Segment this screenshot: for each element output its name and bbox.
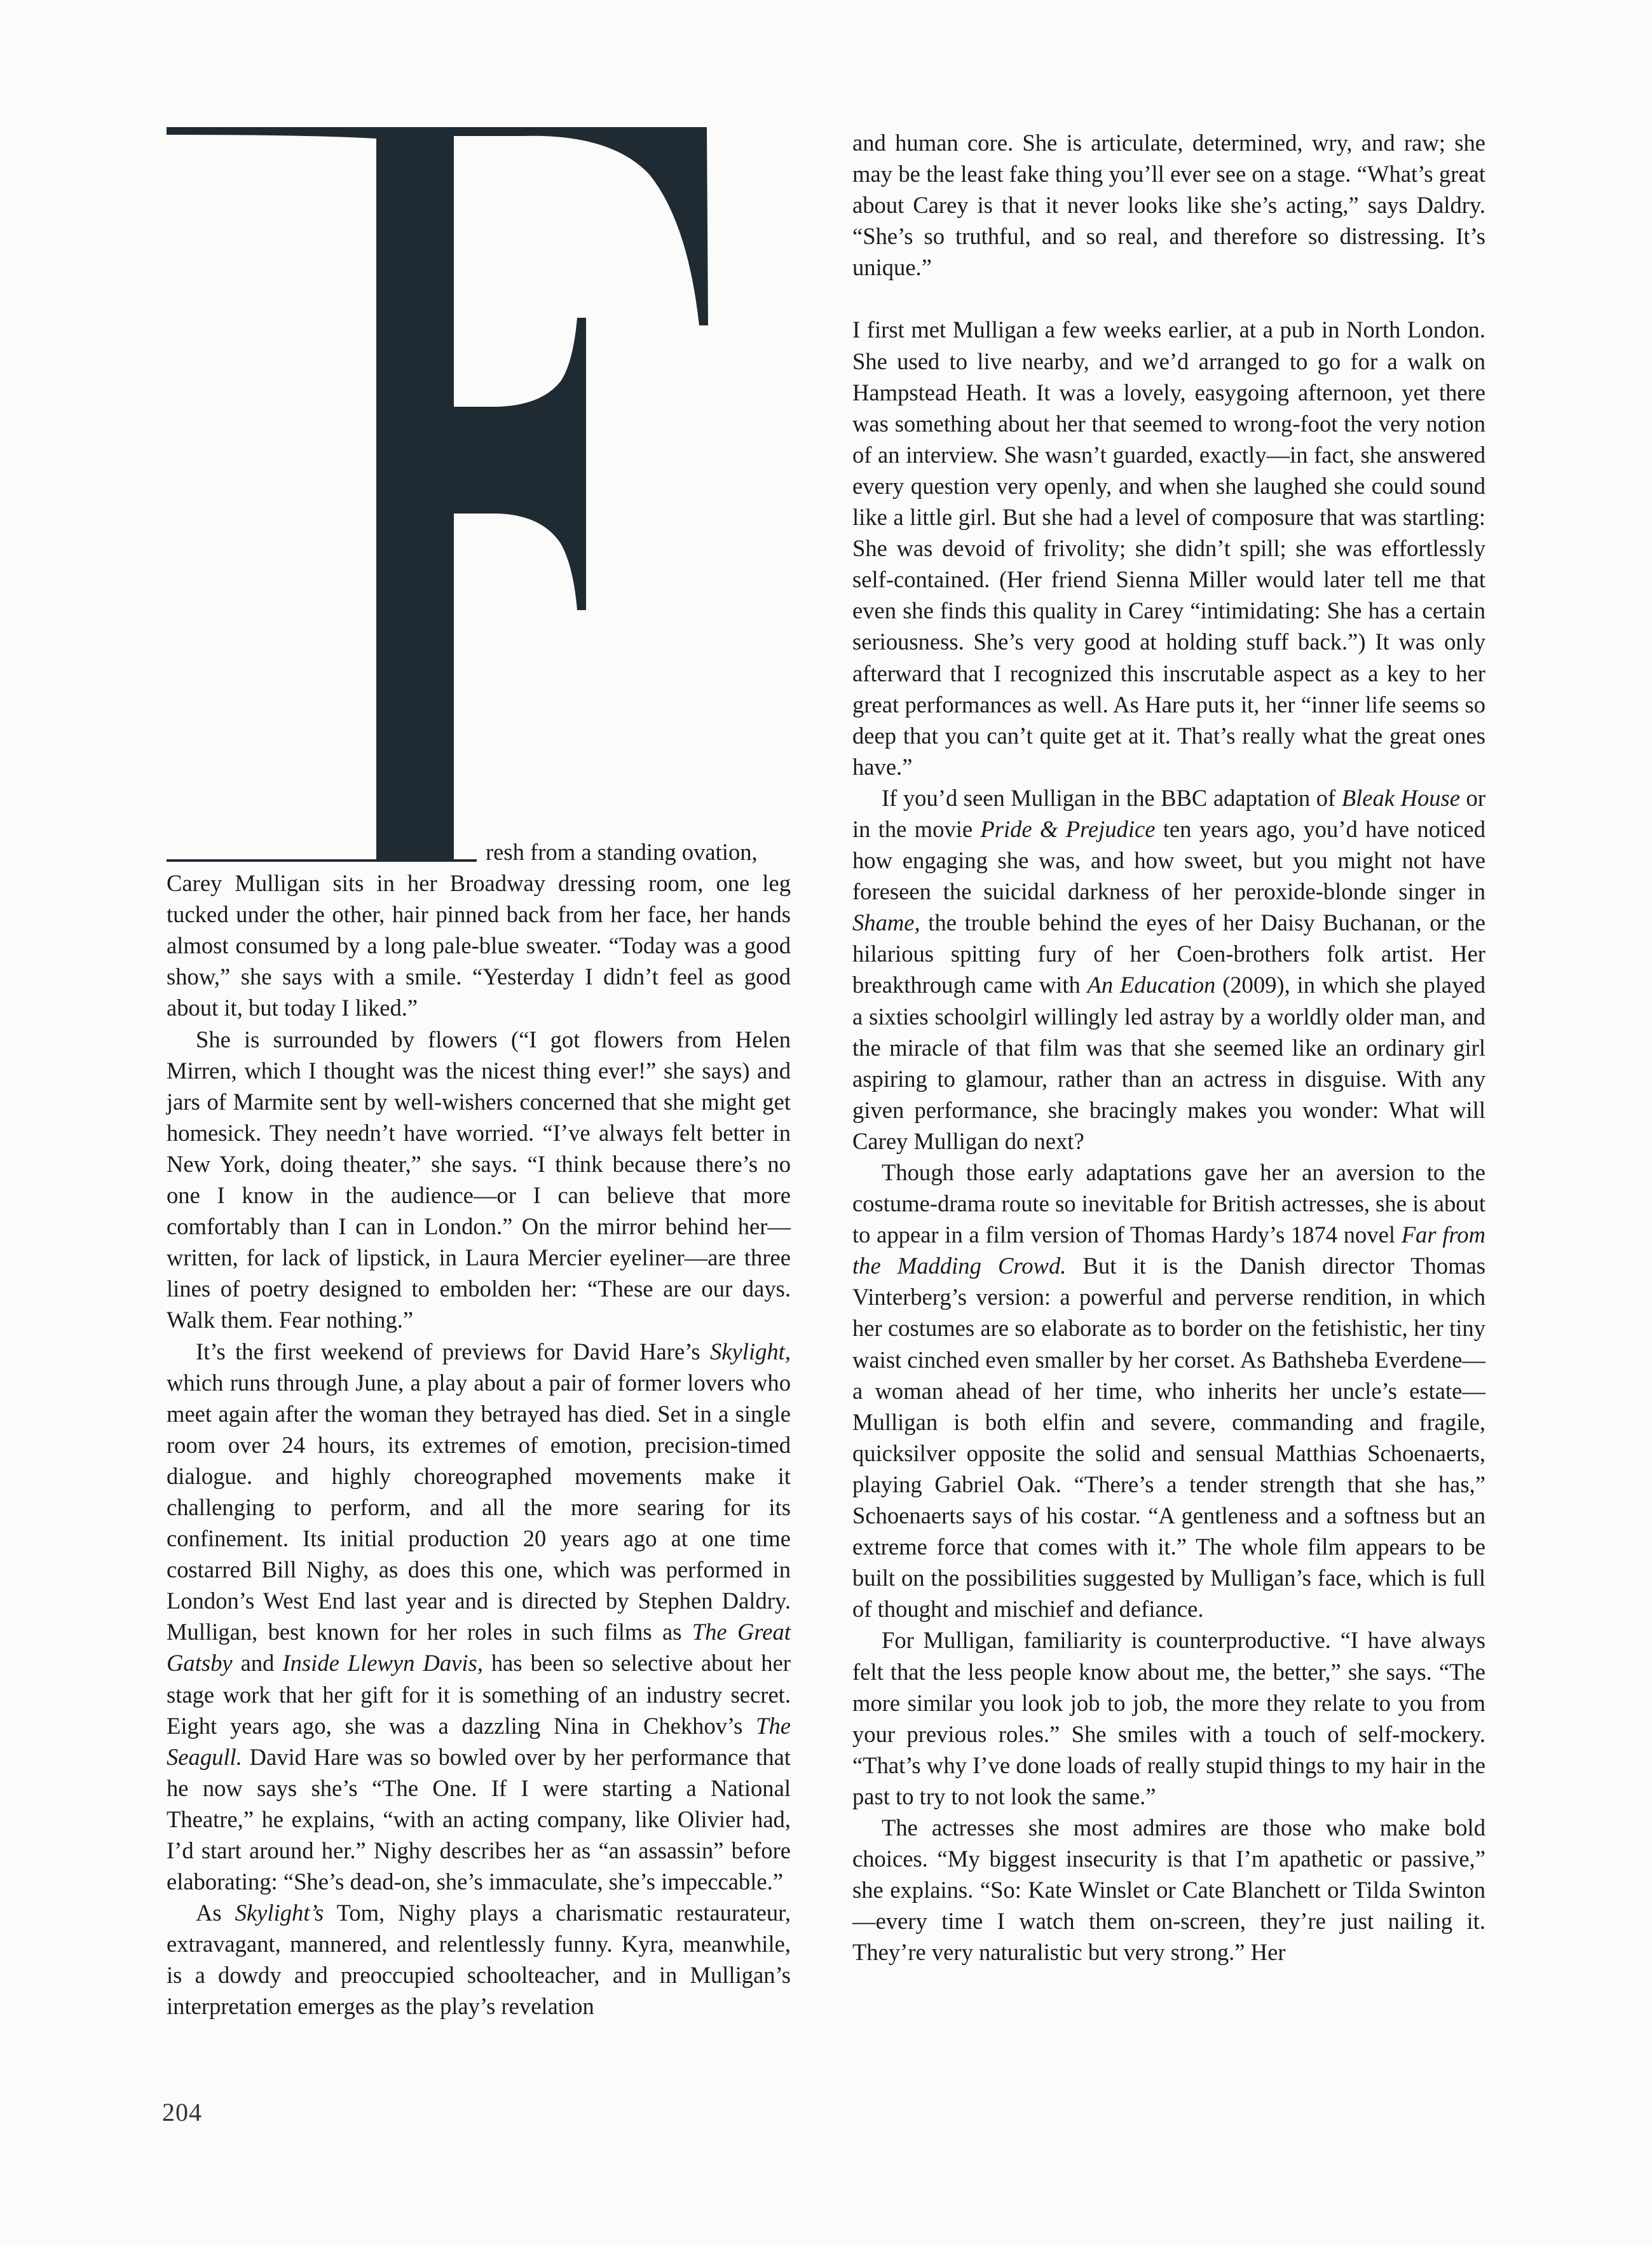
first-line: resh from a standing ovation, [486,839,758,865]
paragraph: If you’d seen Mulligan in the BBC adaptation of Bleak House or in the movie Pride & Prejudice ten years ago, you’d have noticed how engaging she was, and how sweet, but you might not have foreseen the suicidal darkness of her peroxide-blonde singer in Shame, the trouble behind the eyes of her Daisy Buchanan, or the hilarious spitting fury of her Coen-brothers folk artist. Her breakthrough came with An Education (2009), in which she played a sixties schoolgirl willingly led astray by a worldly older man, and the miracle of that film was that she seemed like an ordinary girl aspiring to glamour, rather than an actress in disguise. With any given performance, she bracingly makes you wonder: What will Carey Mulligan do next? [852,784,1485,1154]
paragraph: Though those early adaptations gave her an aversion to the costume-drama route so inevitable for British actresses, she is about to appear in a film version of Thomas Hardy’s 1874 novel Far from the Madding Crowd. But it is the Danish director Thomas Vinterberg’s version: a powerful and perverse rendition, in which her costumes are so elaborate as to border on the fetishistic, her tiny waist cinched even smaller by her corset. As Bathsheba Everdene—a woman ahead of her time, who inherits her uncle’s estate—Mulligan is both elfin and severe, commanding and fragile, quicksilver opposite the solid and sensual Matthias Schoenaerts, playing Gabriel Oak. “There’s a tender strength that she has,” Schoenaerts says of his costar. “A gentleness and a softness but an extreme force that comes with it.” The whole film appears to be built on the possibilities suggested by Mulligan’s face, which is full of thought and mischief and defiance. [852,1159,1485,1623]
paragraph: I first met Mulligan a few weeks earlier, at a pub in North London. She used to live nearby, and we’d arranged to go for a walk on Hampstead Heath. It was a lovely, easygoing afternoon, yet there was something about her that seemed to wrong-foot the very notion of an interview. She wasn’t guarded, exactly—in fact, she answered every question very openly, and when she laughed she could sound like a little girl. But she had a level of composure that was startling: She was devoid of frivolity; she didn’t spill; she was effortlessly self-contained. (Her friend Sienna Miller would later tell me that even she finds this quality in Carey “intimidating: She has a certain seriousness. She’s very good at holding stuff back.”) It was only afterward that I recognized this inscrutable aspect as a key to her great performances as well. As Hare puts it, her “inner life seems so deep that you can’t quite get at it. That’s really what the great ones have.” [852,316,1485,780]
right-column [852,127,1485,1968]
paragraph: It’s the first weekend of previews for David Hare’s Skylight, which runs through June, a play about a pair of former lovers who meet again after the woman they betrayed has died. Set in a single room over 24 hours, its extremes of emotion, precision-timed dialogue. and highly choreographed movements make it challenging to perform, and all the more searing for its confinement. Its initial production 20 years ago at one time costarred Bill Nighy, as does this one, which was performed in London’s West End last year and is directed by Stephen Daldry. Mulligan, best known for her roles in such films as The Great Gatsby and Inside Llewyn Davis, has been so selective about her stage work that her gift for it is something of an industry secret. Eight years ago, she was a dazzling Nina in Chekhov’s The Seagull. David Hare was so bowled over by her performance that he now says she’s “The One. If I were starting a National Theatre,” he explains, “with an acting company, like Olivier had, I’d start around her.” Nighy describes her as “an assassin” before elaborating: “She’s dead-on, she’s immaculate, she’s impeccable.” [167,1338,791,1895]
left-column [167,836,791,2022]
paragraph: and human core. She is articulate, determined, wry, and raw; she may be the least fake thing you’ll ever see on a stage. “What’s great about Carey is that it never looks like she’s acting,” says Daldry. “She’s so truthful, and so real, and therefore so distressing. It’s unique.” [852,130,1485,281]
drop-cap [167,127,713,864]
drop-cap-letter [167,127,713,864]
page-number: 204 [162,2098,202,2127]
paragraph: For Mulligan, familiarity is counterproductive. “I have always felt that the less people know about me, the better,” she says. “The more similar you look job to job, the more they relate to you from your previous roles.” She smiles with a touch of self-mockery. “That’s why I’ve done loads of really stupid things to my hair in the past to try to not look the same.” [852,1627,1485,1809]
paragraph: She is surrounded by flowers (“I got flowers from Helen Mirren, which I thought was the nicest thing ever!” she says) and jars of Marmite sent by well-wishers concerned that she might get homesick. They needn’t have worried. “I’ve always felt better in New York, doing theater,” she says. “I think because there’s no one I know in the audience—or I can believe that more comfortably than I can in London.” On the mirror behind her—written, for lack of lipstick, in Laura Mercier eyeliner—are three lines of poetry designed to embolden her: “These are our days. Walk them. Fear nothing.” [167,1026,791,1333]
paragraph: As Skylight’s Tom, Nighy plays a charismatic restaurateur, extravagant, mannered, and relentlessly funny. Kyra, meanwhile, is a dowdy and preoccupied schoolteacher, and in Mulligan’s interpretation emerges as the play’s revelation [167,1900,791,2020]
paragraph: The actresses she most admires are those who make bold choices. “My biggest insecurity is that I’m apathetic or passive,” she explains. “So: Kate Winslet or Cate Blanchett or Tilda Swinton—every time I watch them on-screen, they’re just nailing it. They’re very naturalistic but very strong.” Her [852,1814,1485,1966]
paragraph: Carey Mulligan sits in her Broadway dressing room, one leg tucked under the other, hair pinned back from her face, her hands almost consumed by a long pale-blue sweater. “Today was a good show,” she says with a smile. “Yesterday I didn’t feel as good about it, but today I liked.” [167,870,791,1021]
